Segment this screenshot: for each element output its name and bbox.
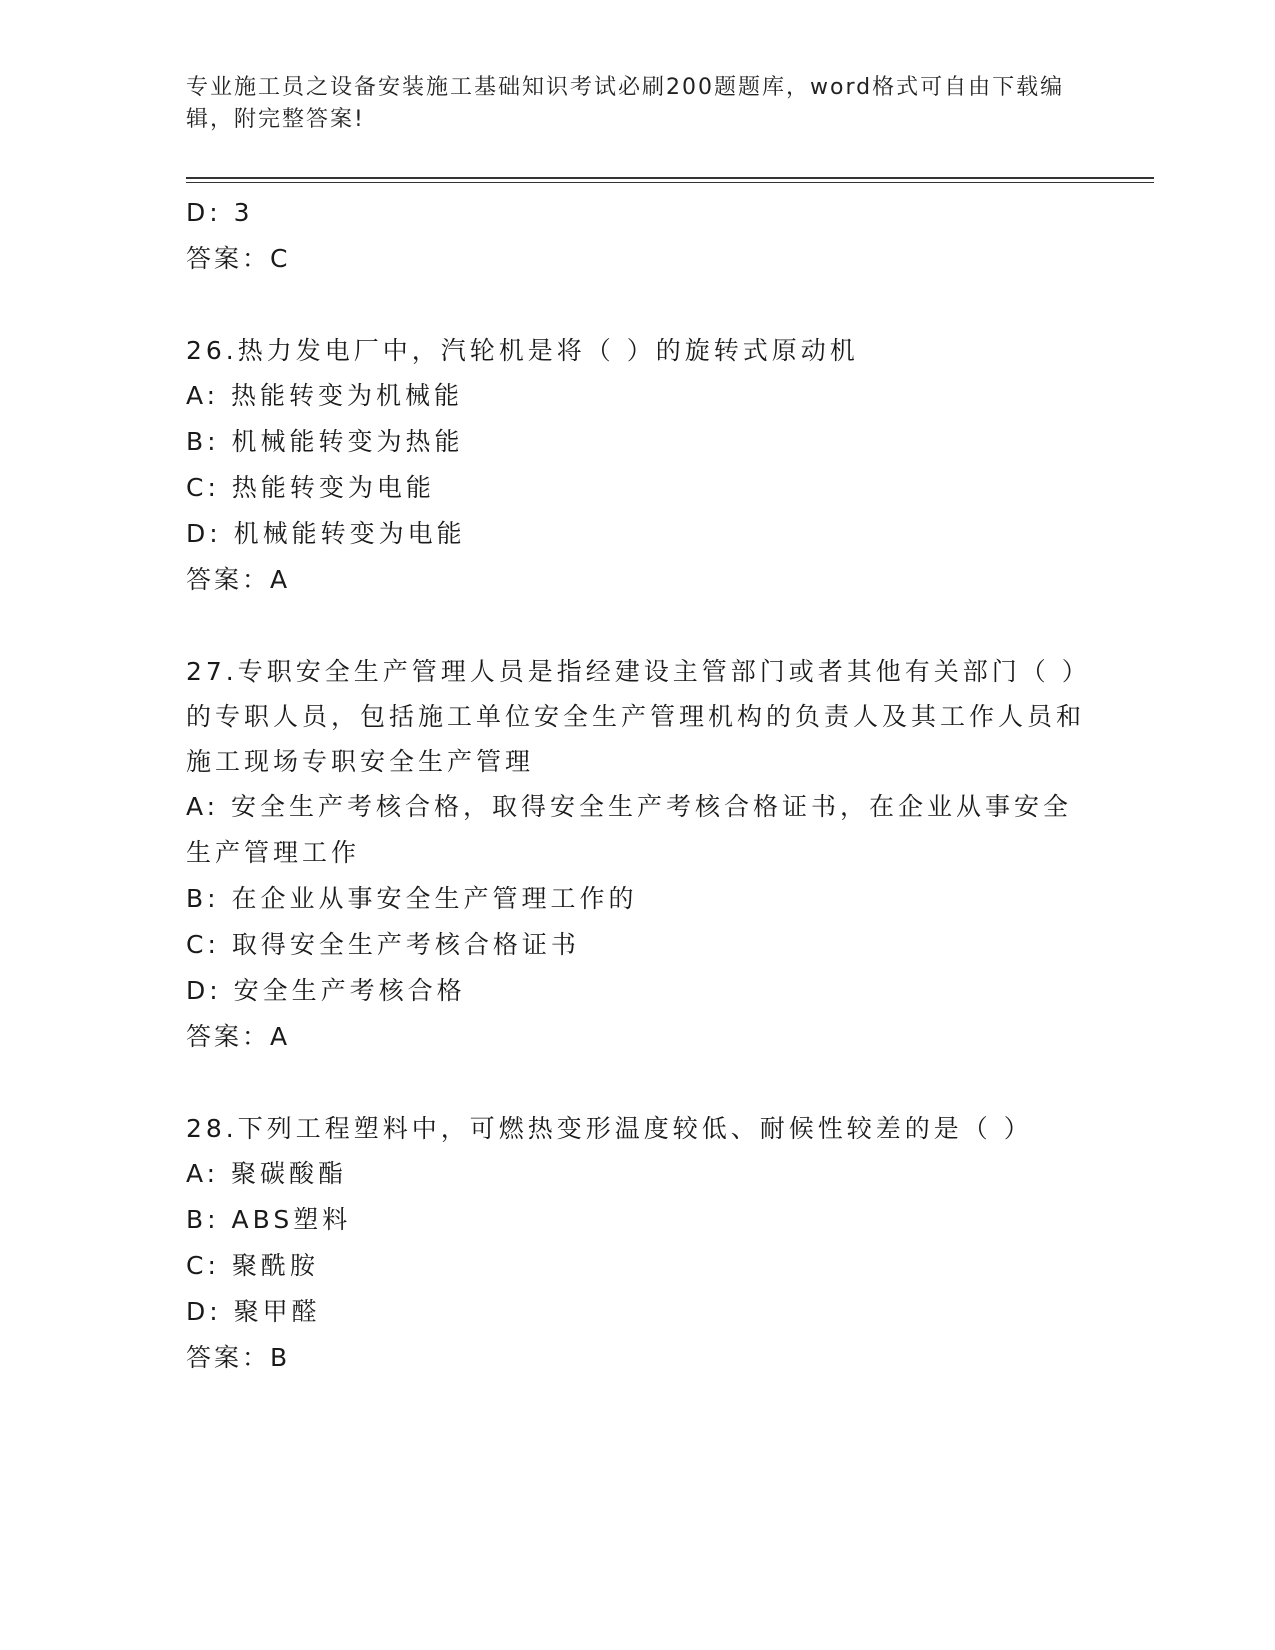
option-c: C: 取得安全生产考核合格证书 bbox=[186, 930, 580, 959]
question-stem: 28.下列工程塑料中，可燃热变形温度较低、耐候性较差的是（ ） bbox=[186, 1114, 1033, 1143]
option-d: D: 机械能转变为电能 bbox=[186, 519, 466, 548]
option-d: D: 3 bbox=[186, 198, 254, 227]
document-header bbox=[186, 72, 1066, 136]
header-title: 专业施工员之设备安装施工基础知识考试必刷200题题库，word格式可自由下载编辑，附完整答案! bbox=[186, 75, 1065, 132]
question-stem: 26.热力发电厂中，汽轮机是将（ ）的旋转式原动机 bbox=[186, 336, 859, 365]
option-b: B: 机械能转变为热能 bbox=[186, 427, 464, 456]
answer: 答案：A bbox=[186, 565, 291, 594]
option-a: A: 聚碳酸酯 bbox=[186, 1159, 348, 1188]
question-27 bbox=[186, 649, 1086, 1060]
answer: 答案：C bbox=[186, 244, 291, 273]
header-divider bbox=[186, 177, 1154, 183]
option-d: D: 聚甲醛 bbox=[186, 1297, 321, 1326]
option-d: D: 安全生产考核合格 bbox=[186, 976, 466, 1005]
option-c: C: 热能转变为电能 bbox=[186, 473, 435, 502]
option-a: A: 安全生产考核合格，取得安全生产考核合格证书，在企业从事安全生产管理工作 bbox=[186, 792, 1073, 867]
answer: 答案：A bbox=[186, 1022, 291, 1051]
option-c: C: 聚酰胺 bbox=[186, 1251, 319, 1280]
answer: 答案：B bbox=[186, 1343, 291, 1372]
question-28 bbox=[186, 1106, 1086, 1381]
option-b: B: 在企业从事安全生产管理工作的 bbox=[186, 884, 638, 913]
option-b: B: ABS塑料 bbox=[186, 1205, 352, 1234]
question-26 bbox=[186, 328, 1086, 603]
option-a: A: 热能转变为机械能 bbox=[186, 381, 464, 410]
document-body bbox=[186, 190, 1086, 1381]
question-stem: 27.专职安全生产管理人员是指经建设主管部门或者其他有关部门（ ）的专职人员，包括施工单位安全生产管理机构的负责人及其工作人员和施工现场专职安全生产管理 bbox=[186, 657, 1086, 776]
